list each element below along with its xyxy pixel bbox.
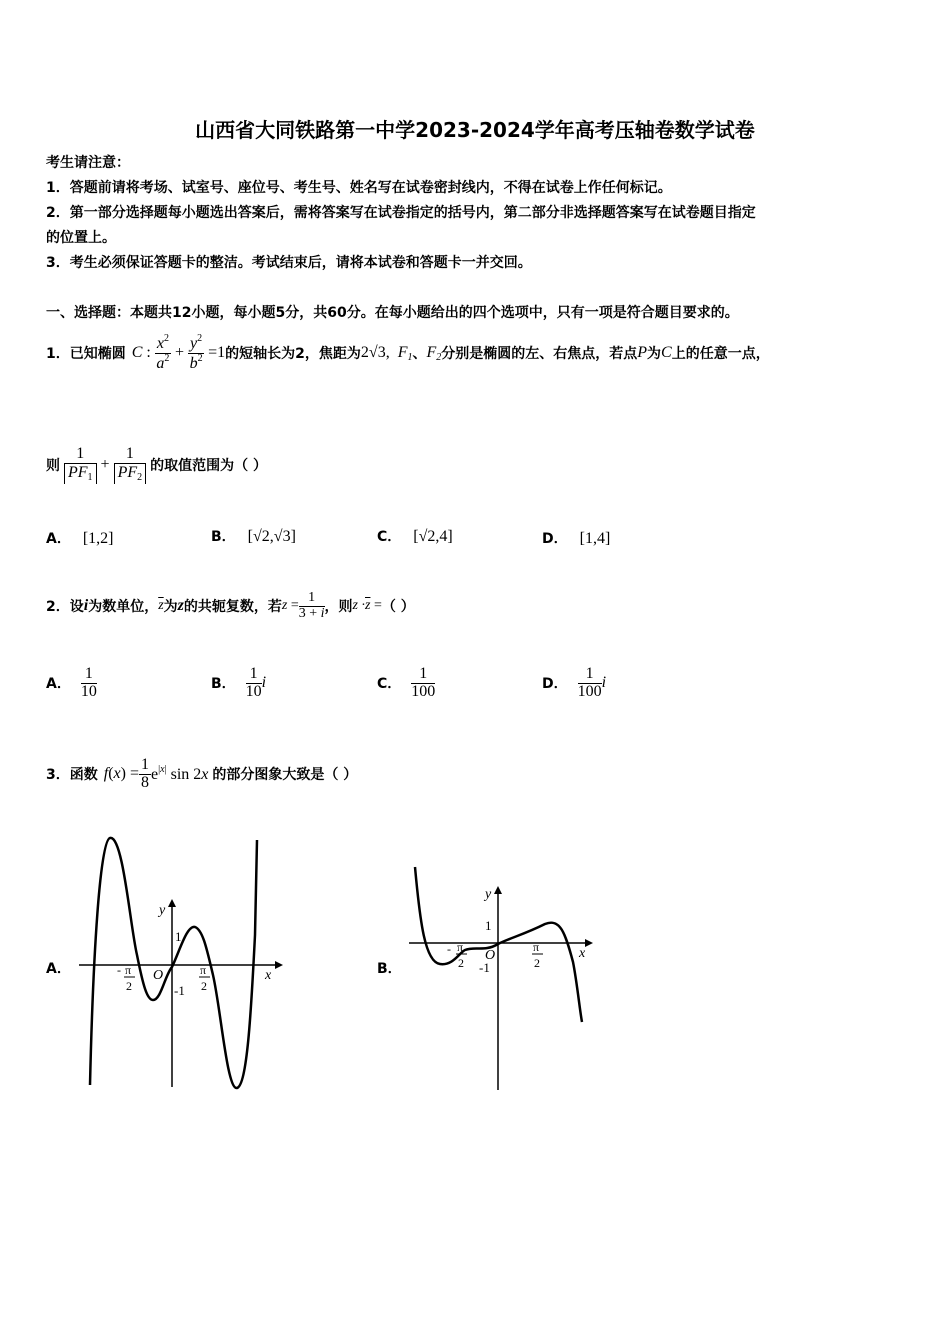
q1-frac-y: $\frac{y^2}{b^2}$ [189, 332, 203, 372]
q1-option-b-value: [√2,√3] [247, 528, 296, 545]
q1-line2-a: 则 [46, 458, 60, 474]
q2-option-d[interactable] [542, 666, 606, 701]
q2-zbar: $\overline{z}$ [158, 598, 164, 613]
notice-item-2-cont: 的位置上。 [46, 230, 116, 246]
q1-option-a-label: A． [46, 531, 71, 547]
graph-a-neg-pi: π [125, 963, 132, 977]
q1-option-d-value: [1,4] [579, 530, 611, 547]
q2-option-d-label: D． [542, 676, 568, 693]
q2-option-a[interactable] [46, 666, 97, 701]
notice-heading: 考生请注意： [46, 155, 130, 171]
question-1: 1．已知椭圆 C : $\frac{x^2}{a^2}$ + $\frac{y^2}{b^2}$ =1 的短轴长为2，焦距为 2√3, $F_1$ 、 $F_2$ 分别是椭圆的左、右焦点，若点 P 为 C 上的任意一点， [46, 332, 770, 372]
q1-ellipse-ref: C [661, 344, 672, 361]
graph-b-pi: π [533, 940, 540, 954]
graph-a-tick-neg1: -1 [174, 983, 185, 998]
graph-a-two: 2 [201, 979, 207, 993]
q2-product: $z \cdot\overline{z}$ [352, 598, 371, 613]
graph-b-y-arrow [494, 886, 502, 894]
q1-option-d-label: D． [542, 531, 568, 547]
graph-a-y-arrow [168, 899, 176, 907]
graph-b-origin: O [485, 948, 496, 963]
q3-graph-b[interactable] [405, 862, 605, 1097]
q1-text-b: 分别是椭圆的左、右焦点，若点 [441, 346, 638, 362]
q2-z-fraction: $\frac{1}{3 + i}$ [298, 589, 325, 621]
q2-option-a-label: A． [46, 676, 71, 693]
q2-option-b-label: B． [211, 676, 236, 693]
q3-text: 的部分图象大致是（ ） [212, 767, 358, 783]
q1-f2: $F_2$ [426, 343, 442, 363]
graph-a-x-arrow [275, 961, 283, 969]
notice-item-1: 1．答题前请将考场、试室号、座位号、考生号、姓名写在试卷密封线内，不得在试卷上作任何标记。 [46, 180, 672, 196]
q2-option-b[interactable] [211, 666, 266, 701]
graph-b-two: 2 [534, 956, 540, 970]
graph-a-y-label: y [159, 903, 166, 918]
q1-frac-pf2: $\frac{1}{PF_2}$ [114, 446, 147, 484]
q2-t3: 的共轭复数，若 [183, 599, 282, 615]
graph-b-minus: - [447, 942, 451, 956]
graph-a-minus: - [117, 963, 121, 977]
q1-number: 1．已知椭圆 [46, 346, 126, 362]
q1-option-c[interactable] [377, 526, 453, 546]
q2-option-d-value: $\frac{1}{100}$ [577, 665, 602, 700]
q2-t4: ，则 [324, 599, 353, 615]
q2-option-a-value: $\frac{1}{10}$ [80, 665, 97, 700]
q2-option-c[interactable] [377, 666, 435, 701]
q3-coefficient: $\frac{1}{8}$ [141, 755, 149, 791]
question-2: 2．设 i 为数单位， $\overline{z}$ 为 z 的共轭复数，若 z = $\frac{1}{3 + i}$ ，则 $z \cdot\overline{z}$ = （ ） [46, 589, 415, 621]
q1-line2-b: 的取值范围为（ ） [150, 458, 267, 474]
q2-option-b-suffix: i [261, 674, 267, 692]
q1-f1: $F_1$ [397, 343, 413, 363]
q2-z: z [177, 597, 184, 614]
graph-b-x-label: x [579, 946, 586, 961]
q1-option-d[interactable] [542, 528, 610, 548]
q2-option-c-value: $\frac{1}{100}$ [411, 665, 436, 700]
question-3: 3．函数 f (x) = $\frac{1}{8}$ $e^{|x|}$ sin 2x 的部分图象大致是（ ） [46, 755, 358, 791]
graph-b-neg-pi: π [457, 940, 464, 954]
notice-item-3: 3．考生必须保证答题卡的整洁。考试结束后，请将本试卷和答题卡一并交回。 [46, 255, 532, 271]
q3-function: f [103, 765, 109, 782]
q1-option-a-value: [1,2] [82, 530, 114, 547]
q3-graph-a[interactable] [75, 835, 285, 1095]
q1-text-c: 为 [647, 346, 662, 362]
graph-a-x-label: x [265, 968, 272, 983]
q3-number: 3．函数 [46, 767, 98, 783]
q3-option-b-label[interactable]: B． [377, 961, 402, 977]
q1-option-c-label: C． [377, 529, 402, 545]
graph-b-tick-neg1: -1 [479, 960, 490, 975]
q2-number: 2．设 [46, 599, 84, 615]
q1-text-d: 上的任意一点， [671, 346, 770, 362]
q1-frac-pf1: $\frac{1}{PF_1}$ [64, 446, 97, 484]
graph-b-x-arrow [585, 939, 593, 947]
q1-option-c-value: [√2,4] [413, 528, 453, 545]
q2-option-d-suffix: i [601, 674, 607, 692]
q1-ellipse-name: C [131, 344, 143, 361]
page-title: 山西省大同铁路第一中学2023-2024学年高考压轴卷数学试卷 [195, 118, 755, 142]
q1-frac-x: $\frac{x^2}{a^2}$ [156, 332, 170, 372]
notice-item-2: 2．第一部分选择题每小题选出答案后，需将答案写在试卷指定的括号内，第二部分非选择题答案写在试卷题目指定 [46, 205, 756, 221]
graph-a-tick-1: 1 [175, 929, 182, 944]
graph-a-curve [90, 838, 257, 1088]
q2-option-b-value: $\frac{1}{10}$ [245, 665, 262, 700]
q2-t2: 为 [163, 599, 178, 615]
q2-t5: （ ） [381, 599, 415, 615]
section-heading: 一、选择题：本题共12小题，每小题5分，共60分。在每小题给出的四个选项中，只有一项是符合题目要求的。 [46, 305, 739, 321]
graph-b-tick-1: 1 [485, 918, 492, 933]
graph-b-neg-two: 2 [458, 956, 464, 970]
q2-option-c-label: C． [377, 676, 402, 693]
q1-point-p: P [637, 344, 648, 361]
graph-a-origin: O [153, 968, 164, 983]
q1-option-a[interactable] [46, 528, 114, 548]
q1-text-a: 的短轴长为2，焦距为 [225, 346, 361, 362]
q1-option-b-label: B． [211, 529, 236, 545]
q2-t1: 为数单位， [88, 599, 159, 615]
graph-b-y-label: y [485, 887, 492, 902]
q2-i: i [83, 597, 89, 614]
q1-option-b[interactable] [211, 526, 296, 546]
q3-option-a-label[interactable]: A． [46, 961, 71, 977]
q1-focal-length: 2√3, [360, 344, 390, 361]
question-1-line-2: 则 $\frac{1}{PF_1}$ + $\frac{1}{PF_2}$ 的取值范围为（ ） [46, 444, 267, 483]
graph-a-neg-two: 2 [126, 979, 132, 993]
graph-a-pi: π [200, 963, 207, 977]
